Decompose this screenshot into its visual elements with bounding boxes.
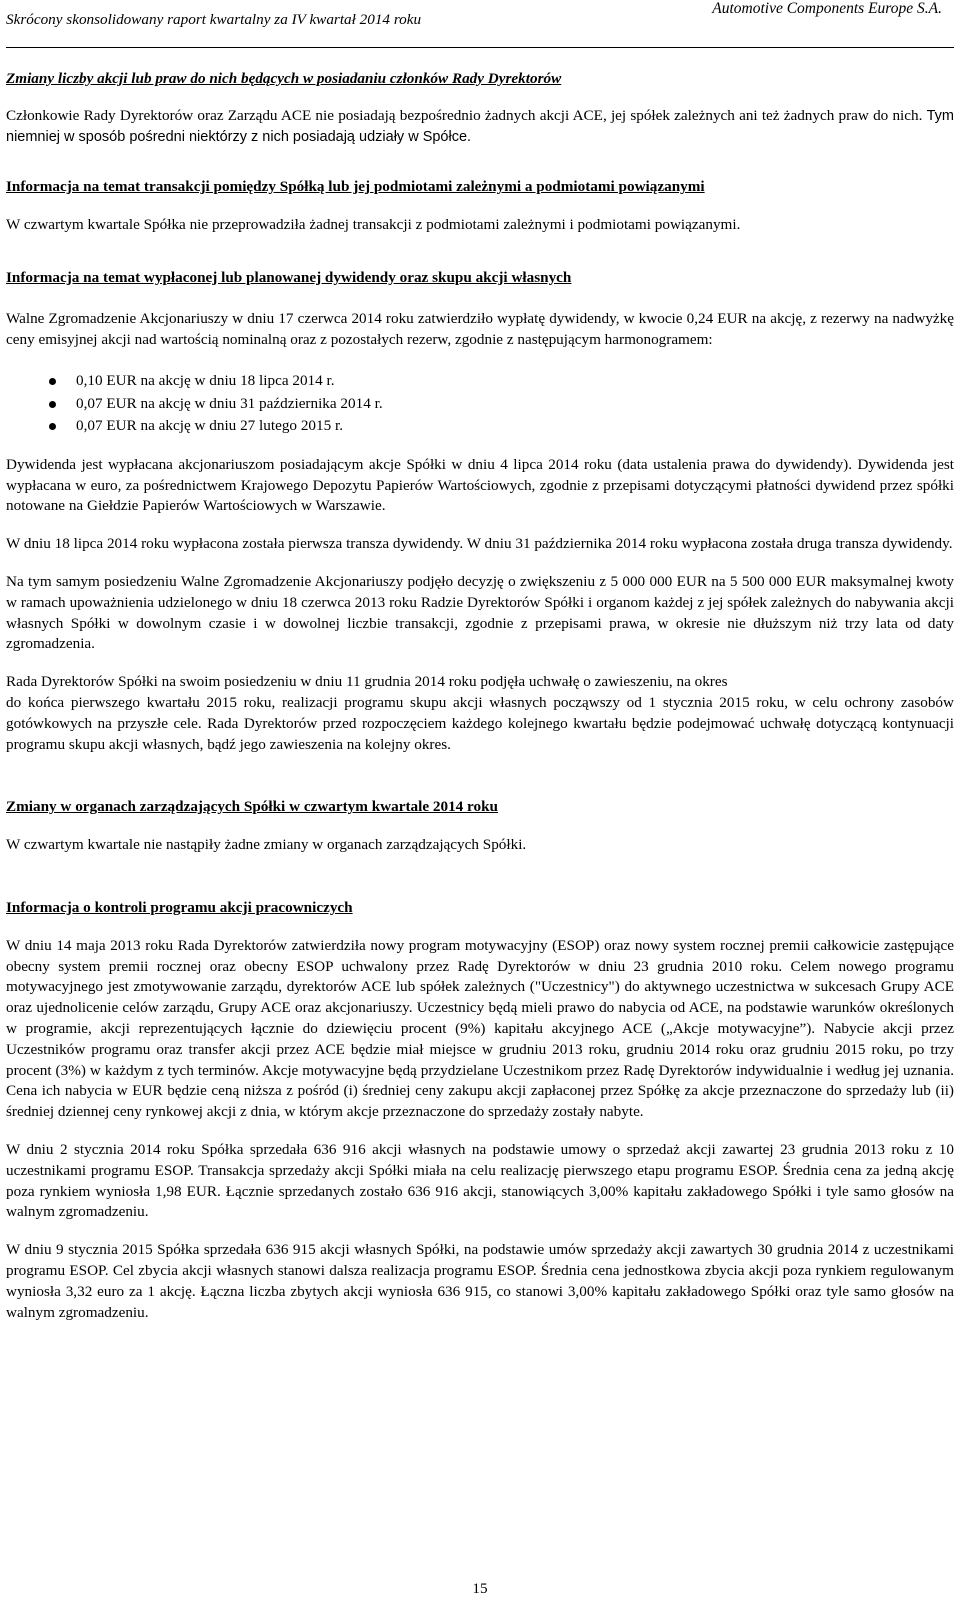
paragraph-esop-sale-2014: W dniu 2 stycznia 2014 roku Spółka sprzedała 636 916 akcji własnych na podstawie umowy o sprzedaż akcji zawartej 23 grudnia 2013 roku z 10 uczestnikami programu ESOP. Transakcja sprzedaży akcji Spółki miała na celu realizację pierwszego etapu programu ESOP. Średnia cena za jedną akcję poza rynkiem wyniosła 1,98 EUR. Łącznie sprzedanych zostało 636 916 akcji, stanowiących 3,00% kapitału zakładowego Spółki i tyle samo głosów na walnym zgromadzeniu.	[6, 1141, 954, 1221]
paragraph-buyback-suspension	[6, 672, 954, 755]
paragraph-dividend-intro: Walne Zgromadzenie Akcjonariuszy w dniu 17 czerwca 2014 roku zatwierdziło wypłatę dywidendy, w kwocie 0,24 EUR na akcję, z rezerwy na nadwyżkę ceny emisyjnej akcji nad wartością nominalną oraz z pozostałych rezerw, zgodnie z następującym harmonogramem:	[6, 309, 954, 348]
section-heading-dividend: Informacja na temat wypłaconej lub planowanej dywidendy oraz skupu akcji własnych	[6, 268, 572, 286]
schedule-item-text: 0,10 EUR na akcję w dniu 18 lipca 2014 r.	[76, 372, 335, 390]
board-shares-text: Członkowie Rady Dyrektorów oraz Zarządu ACE nie posiadają bezpośrednio żadnych akcji ACE, jej spółek zależnych ani też żadnych praw do nich.	[6, 106, 923, 124]
schedule-item-text: 0,07 EUR na akcję w dniu 27 lutego 2015 r.	[76, 417, 344, 435]
list-item	[6, 393, 954, 416]
report-title: Skrócony skonsolidowany raport kwartalny za IV kwartał 2014 roku	[6, 11, 422, 28]
document-page	[6, 0, 955, 1597]
page-number: 15	[472, 1580, 488, 1597]
section-heading-board-shares: Zmiany liczby akcji lub praw do nich będących w posiadaniu członków Rady Dyrektorów	[6, 70, 562, 87]
section-heading-management-changes: Zmiany w organach zarządzających Spółki w czwartym kwartale 2014 roku	[6, 798, 499, 816]
paragraph-esop-sale-2015: W dniu 9 stycznia 2015 Spółka sprzedała 636 915 akcji własnych Spółki, na podstawie umów sprzedaży akcji zawartych 30 grudnia 2014 z uczestnikami programu ESOP. Cel zbycia akcji własnych stanowi dalsza realizacja programu ESOP. Średnia cena jednostkowa zbycia akcji poza rynkiem regulowanym wyniosła 3,32 euro za 1 akcję. Łączna liczba zbytych akcji wyniosła 636 915, co stanowi 3,00% kapitału zakładowego Spółki oraz tyle samo głosów na walnym zgromadzeniu.	[6, 1241, 954, 1321]
board-shares-indirect-text: Tym niemniej w sposób pośredni niektórzy z nich posiadają udziały w Spółce.	[6, 107, 955, 145]
bullet-icon	[49, 401, 56, 408]
paragraph-esop-program: W dniu 14 maja 2013 roku Rada Dyrektorów zatwierdziła nowy program motywacyjny (ESOP) oraz nowy system rocznej premii całkowicie zastępujące obecny system premii rocznej oraz obecny ESOP uchwalony przez Radę Dyrektorów w dniu 23 grudnia 2010 roku. Celem nowego programu motywacyjnego jest zmotywowanie zarządu, dyrektorów ACE lub spółek zależnych ("Uczestnicy") do aktywnego uczestnictwa w sukcesach Grupy ACE oraz ujednolicenie celów zarządu, Grupy ACE oraz akcjonariuszy. Uczestnicy będą mieli prawo do nabycia od ACE, na podstawie warunków określonych w programie, akcji reprezentujących łącznie do dziewięciu procent (9%) kapitału akcyjnego ACE („Akcje motywacyjne”). Nabycie akcji przez Uczestników programu oraz transfer akcji przez ACE będzie miał miejsce w grudniu 2013 roku, grudniu 2014 roku oraz grudniu 2015 roku, po trzy procent (3%) w każdym z tych terminów. Akcje motywacyjne będą przydzielane Uczestnikom przez Radę Dyrektorów indywidualnie i według jej uznania. Cena ich nabycia w EUR będzie ceną niższa z pośród (i) średniej ceny zakupu akcji zapłaconej przez Spółkę za akcje przeznaczone do sprzedaży lub (ii) średniej dziennej ceny rynkowej akcji z dnia, w którym akcje przeznaczone do sprzedaży zostały nabyte.	[6, 936, 954, 1121]
page-header	[6, 0, 954, 48]
schedule-item-text: 0,07 EUR na akcję w dniu 31 października 2014 r.	[76, 394, 383, 412]
paragraph-dividend-tranches: W dniu 18 lipca 2014 roku wypłacona została pierwsza transza dywidendy. W dniu 31 października 2014 roku wypłacona została druga transza dywidendy.	[6, 535, 953, 553]
paragraph-board-shares	[6, 106, 954, 148]
suspension-rest: do końca pierwszego kwartału 2015 roku, realizacji programu skupu akcji własnych począwszy od 1 stycznia 2015 roku, w celu ochrony zasobów gotówkowych na przyszłe cele. Rada Dyrektorów przed rozpoczęciem każdego kolejnego kwartału będzie podejmować uchwałę dotyczącą kontynuacji programu skupu akcji własnych, bądź jego zawieszenia na kolejny okres.	[6, 694, 954, 753]
bullet-icon	[49, 378, 56, 385]
suspension-first-line: Rada Dyrektorów Spółki na swoim posiedzeniu w dniu 11 grudnia 2014 roku podjęła uchwałę o zawieszeniu, na okres	[6, 673, 728, 691]
bullet-icon	[49, 423, 56, 430]
paragraph-buyback-increase: Na tym samym posiedzeniu Walne Zgromadzenie Akcjonariuszy podjęło decyzję o zwiększeniu z 5 000 000 EUR na 5 500 000 EUR maksymalnej kwoty w ramach upoważnienia udzielonego w dniu 18 czerwca 2013 roku Radzie Dyrektorów Spółki i organom każdej z jej spółek zależnych do nabywania akcji własnych Spółki w dowolnym czasie i w dowolnej liczbie transakcji, zgodnie z przepisami prawa, w okresie nie dłuższym niż trzy lata od daty zgromadzenia.	[6, 573, 954, 653]
paragraph-management-changes: W czwartym kwartale nie nastąpiły żadne zmiany w organach zarządzających Spółki.	[6, 836, 527, 854]
paragraph-related-transactions: W czwartym kwartale Spółka nie przeprowadziła żadnej transakcji z podmiotami zależnymi i podmiotami powiązanymi.	[6, 216, 741, 234]
section-heading-related-transactions: Informacja na temat transakcji pomiędzy Spółką lub jej podmiotami zależnymi a podmiotami powiązanymi	[6, 178, 705, 196]
company-name: Automotive Components Europe S.A.	[712, 0, 942, 17]
dividend-schedule-list	[6, 370, 954, 438]
list-item	[6, 415, 954, 438]
paragraph-dividend-payment: Dywidenda jest wypłacana akcjonariuszom posiadającym akcje Spółki w dniu 4 lipca 2014 roku (data ustalenia prawa do dywidendy). Dywidenda jest wypłacana w euro, za pośrednictwem Krajowego Depozytu Papierów Wartościowych, zgodnie z przepisami dotyczącymi płatności dywidend przez spółki notowane na Giełdzie Papierów Wartościowych w Warszawie.	[6, 455, 954, 515]
list-item	[6, 370, 954, 393]
section-heading-esop: Informacja o kontroli programu akcji pracowniczych	[6, 899, 353, 917]
